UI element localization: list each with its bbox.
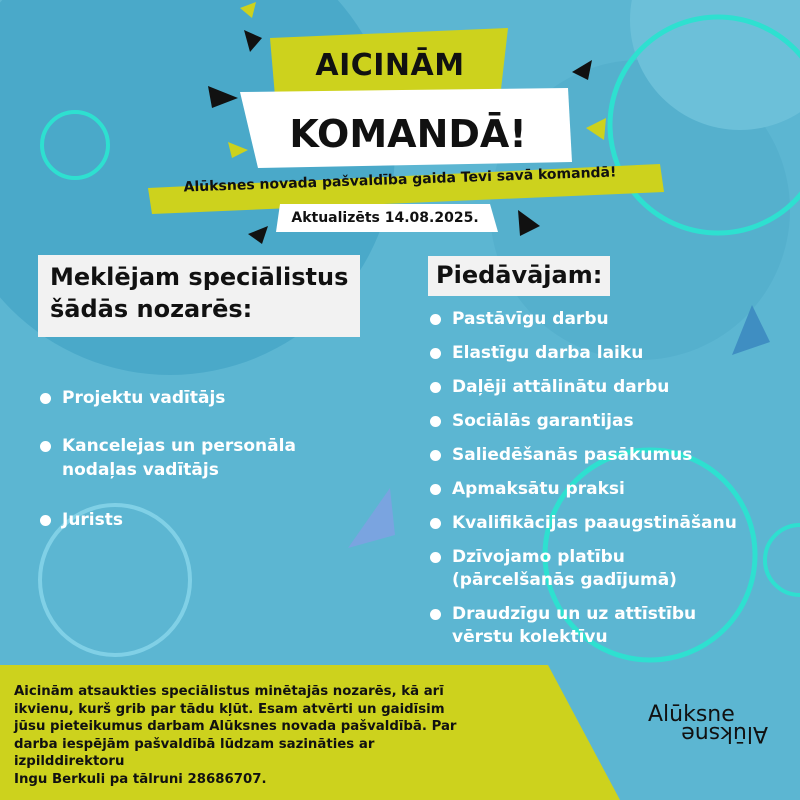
- left-heading-line-1: Meklējam speciālistus: [50, 263, 349, 291]
- offers-list: [430, 308, 790, 660]
- updated-date: Aktualizēts 14.08.2025.: [291, 210, 479, 226]
- list-item: Draudzīgu un uz attīstību vērstu kolektīvu: [430, 603, 790, 649]
- list-item: Elastīgu darba laiku: [430, 342, 790, 365]
- accent-5: [248, 226, 268, 244]
- list-item: Dzīvojamo platību (pārcelšanās gadījumā): [430, 546, 790, 592]
- list-item: Projektu vadītājs: [40, 386, 370, 410]
- list-item: Kancelejas un personāla nodaļas vadītājs: [40, 434, 370, 482]
- accent-4: [518, 210, 540, 236]
- list-item: Pastāvīgu darbu: [430, 308, 790, 331]
- logo-mirrored-text: Alūksne: [681, 721, 768, 746]
- list-item: Daļēji attālinātu darbu: [430, 376, 790, 399]
- accent-6: [228, 142, 248, 158]
- footer-text: Aicinām atsaukties speciālistus minētajās nozarēs, kā arī ikvienu, kurš grib par tādu kļūt. Esam atvērti un gaidīsim jūsu pieteikumus darbam Alūksnes novada pašvaldībā. Par darba iespējām pašvaldībā lūdzam sazināties ar izpilddirektoru Ingu Berkuli pa tālruni 28686707.: [14, 684, 457, 787]
- left-heading-box: [38, 255, 360, 337]
- accent-7: [586, 118, 606, 140]
- logo-text: Alūksne: [648, 702, 735, 727]
- list-item: Sociālās garantijas: [430, 410, 790, 433]
- right-heading-box: [428, 256, 610, 296]
- title-line-1: AICINĀM: [315, 48, 465, 83]
- specialists-list: [40, 386, 370, 532]
- left-heading-line-2: šādās nozarēs:: [50, 295, 253, 323]
- list-item: Jurists: [40, 508, 370, 532]
- subtitle: Alūksnes novada pašvaldība gaida Tevi savā komandā!: [183, 164, 617, 196]
- accent-2: [208, 86, 238, 108]
- aluksne-logo: [648, 702, 768, 746]
- accent-1: [244, 30, 262, 52]
- title-line-2: KOMANDĀ!: [289, 112, 527, 156]
- accent-8: [240, 2, 256, 18]
- accent-3: [572, 60, 592, 80]
- list-item: Apmaksātu praksi: [430, 478, 790, 501]
- list-item: Kvalifikācijas paaugstināšanu: [430, 512, 790, 535]
- list-item: Saliedēšanās pasākumus: [430, 444, 790, 467]
- right-heading: Piedāvājam:: [436, 261, 603, 289]
